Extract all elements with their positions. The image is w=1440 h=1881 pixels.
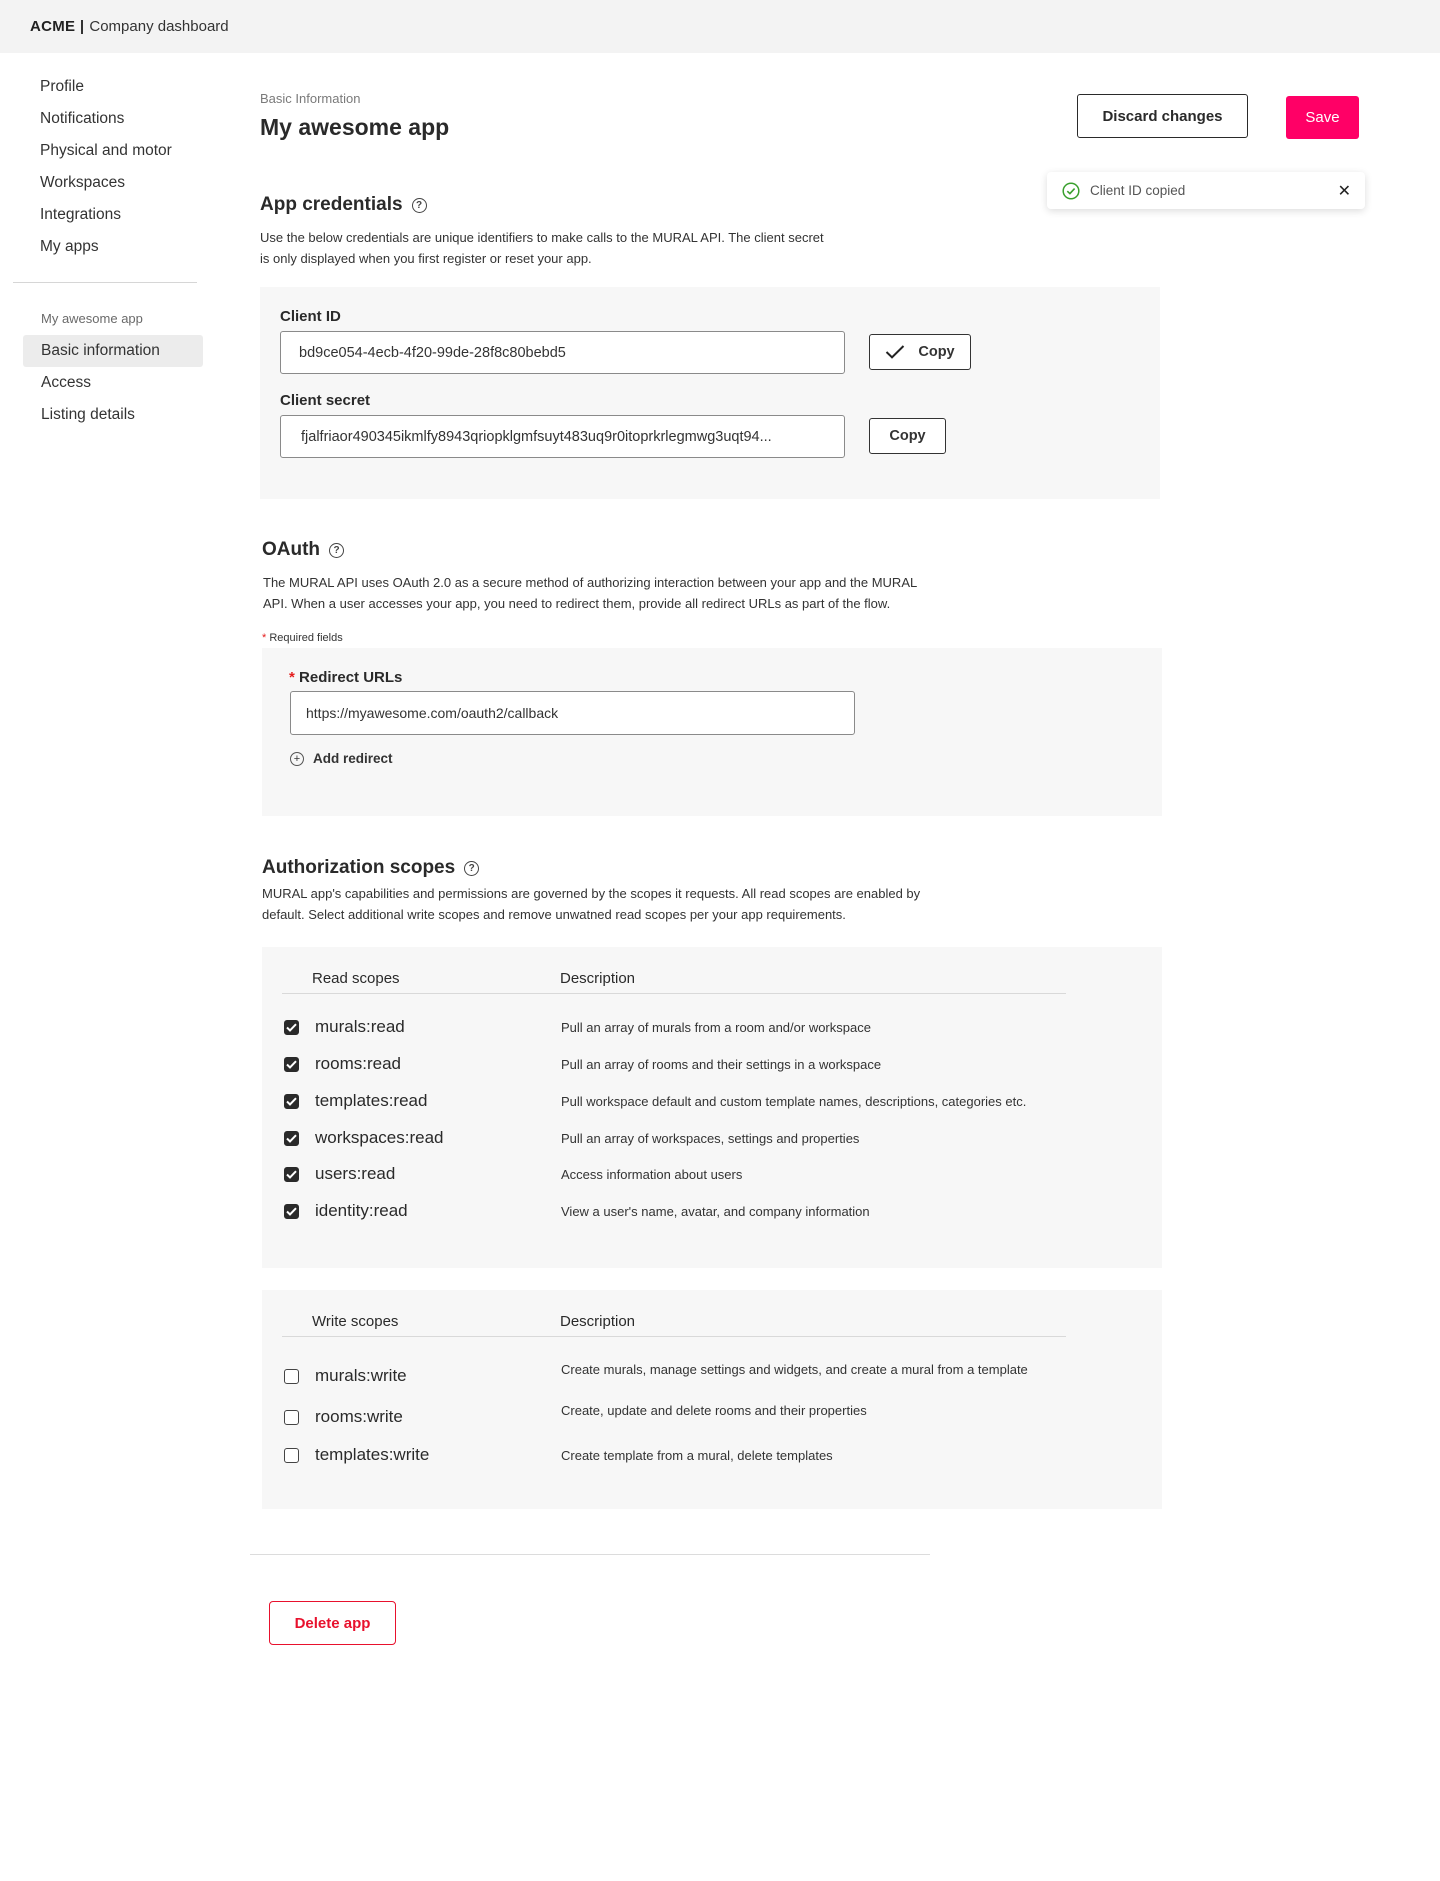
redirect-urls-label-text: Redirect URLs (299, 669, 403, 686)
check-circle-icon (1062, 182, 1080, 200)
top-bar (0, 0, 1440, 53)
copy-client-id-button[interactable] (869, 334, 971, 370)
help-icon[interactable]: ? (412, 198, 427, 213)
scope-description: Pull workspace default and custom template names, descriptions, categories etc. (561, 1093, 1027, 1109)
scope-name: users:read (315, 1164, 396, 1183)
write-scopes-header: Write scopes (312, 1313, 399, 1330)
checkbox-unchecked[interactable] (284, 1410, 299, 1425)
oauth-description-line: The MURAL API uses OAuth 2.0 as a secure method of authorizing interaction between your app and the MURAL (263, 575, 918, 590)
scope-name: rooms:read (315, 1054, 401, 1073)
scope-name: rooms:write (315, 1407, 403, 1426)
read-scopes-header: Read scopes (312, 970, 400, 987)
checkbox-checked[interactable] (284, 1057, 299, 1072)
scope-description: Pull an array of rooms and their settings in a workspace (561, 1056, 882, 1072)
app-title: Company dashboard (89, 18, 229, 35)
breadcrumb: Basic Information (260, 91, 361, 106)
page-title: My awesome app (260, 114, 450, 140)
credentials-description (260, 227, 824, 269)
copy-client-secret-button[interactable]: Copy (869, 418, 946, 454)
credentials-description-line: Use the below credentials are unique identifiers to make calls to the MURAL API. The client secret (260, 230, 824, 245)
sidebar-item-workspaces[interactable]: Workspaces (40, 174, 125, 191)
client-id-label: Client ID (280, 308, 341, 325)
credentials-panel (260, 287, 1160, 499)
close-icon[interactable]: ✕ (1337, 183, 1351, 200)
credentials-title-text: App credentials (260, 194, 403, 215)
scope-name: templates:write (315, 1445, 430, 1464)
scope-row (284, 1199, 1084, 1223)
scope-name: murals:write (315, 1366, 407, 1385)
checkbox-checked[interactable] (284, 1131, 299, 1146)
oauth-title-text: OAuth (262, 539, 321, 560)
scope-row (284, 1364, 1084, 1388)
table-divider (282, 993, 1066, 994)
scope-description: Create template from a mural, delete templates (561, 1447, 833, 1463)
add-redirect-label: Add redirect (313, 751, 393, 766)
client-secret-field[interactable]: fjalfriaor490345ikmlfy8943qriopklgmfsuyt483uq9r0itoprkrlegmwg3uqt94... (280, 415, 845, 458)
checkbox-checked[interactable] (284, 1094, 299, 1109)
brand-logo[interactable]: ACME (30, 18, 76, 35)
scope-description: Access information about users (561, 1166, 743, 1182)
sidebar-item-basic-information[interactable]: Basic information (41, 342, 160, 359)
scope-description: Pull an array of workspaces, settings and properties (561, 1130, 860, 1146)
oauth-panel (262, 648, 1162, 816)
scopes-description-line: MURAL app's capabilities and permissions are governed by the scopes it requests. All read scopes are enabled by (262, 886, 921, 901)
section-divider (250, 1554, 930, 1555)
credentials-description-line: is only displayed when you first register or reset your app. (260, 251, 592, 266)
copy-button-label: Copy (918, 344, 955, 360)
delete-app-button[interactable]: Delete app (269, 1601, 396, 1645)
discard-changes-button[interactable]: Discard changes (1077, 94, 1248, 138)
sidebar-app-heading: My awesome app (41, 311, 143, 326)
required-star: * (289, 669, 300, 686)
required-fields-note (262, 632, 343, 644)
redirect-urls-label (289, 669, 402, 686)
checkbox-unchecked[interactable] (284, 1448, 299, 1463)
scope-description: View a user's name, avatar, and company information (561, 1203, 870, 1219)
toast-message: Client ID copied (1090, 183, 1186, 198)
checkbox-checked[interactable] (284, 1167, 299, 1182)
sidebar-item-access[interactable]: Access (41, 374, 91, 391)
oauth-title (262, 539, 344, 561)
sidebar-divider (13, 282, 197, 283)
add-redirect-button[interactable] (290, 751, 393, 766)
scope-row (284, 1126, 1084, 1150)
toast-notification (1047, 172, 1365, 209)
description-header: Description (560, 1313, 636, 1330)
scope-description: Create murals, manage settings and widgets, and create a mural from a template (561, 1362, 1028, 1377)
scopes-description (262, 883, 920, 925)
oauth-description-line: API. When a user accesses your app, you need to redirect them, provide all redirect URLs as part of the flow. (263, 596, 891, 611)
sidebar-item-physical-and-motor[interactable]: Physical and motor (40, 142, 172, 159)
scope-description: Create, update and delete rooms and their properties (561, 1403, 867, 1418)
checkbox-checked[interactable] (284, 1020, 299, 1035)
save-button[interactable]: Save (1286, 96, 1359, 139)
client-secret-label: Client secret (280, 392, 371, 409)
sidebar-item-my-apps[interactable]: My apps (40, 238, 99, 255)
required-note-text: Required fields (269, 632, 343, 644)
scope-row (284, 1089, 1084, 1113)
sidebar-item-integrations[interactable]: Integrations (40, 206, 121, 223)
help-icon[interactable]: ? (464, 861, 479, 876)
scope-name: identity:read (315, 1201, 408, 1220)
sidebar-item-notifications[interactable]: Notifications (40, 110, 125, 127)
oauth-description (263, 572, 917, 614)
table-divider (282, 1336, 1066, 1337)
scope-row (284, 1405, 1084, 1429)
scopes-title-text: Authorization scopes (262, 857, 456, 878)
checkbox-unchecked[interactable] (284, 1369, 299, 1384)
scope-description: Pull an array of murals from a room and/or workspace (561, 1019, 871, 1035)
scope-row (284, 1052, 1084, 1076)
scopes-description-line: default. Select additional write scopes and remove unwatned read scopes per your app requirements. (262, 907, 846, 922)
redirect-url-field[interactable]: https://myawesome.com/oauth2/callback (290, 691, 855, 735)
scopes-title (262, 857, 479, 879)
scope-name: murals:read (315, 1017, 405, 1036)
add-circle-icon: + (290, 752, 304, 766)
required-star: * (262, 632, 267, 644)
checkbox-checked[interactable] (284, 1204, 299, 1219)
sidebar-item-listing-details[interactable]: Listing details (41, 406, 135, 423)
sidebar-item-profile[interactable]: Profile (40, 78, 84, 95)
scope-name: workspaces:read (315, 1128, 444, 1147)
credentials-title (260, 194, 427, 216)
client-id-field[interactable]: bd9ce054-4ecb-4f20-99de-28f8c80bebd5 (280, 331, 845, 374)
description-header: Description (560, 970, 636, 987)
scope-row (284, 1015, 1084, 1039)
help-icon[interactable]: ? (329, 543, 344, 558)
scope-row (284, 1162, 1084, 1186)
check-icon (885, 344, 905, 360)
scope-row (284, 1443, 1084, 1467)
brand-separator (81, 20, 83, 34)
scope-name: templates:read (315, 1091, 428, 1110)
